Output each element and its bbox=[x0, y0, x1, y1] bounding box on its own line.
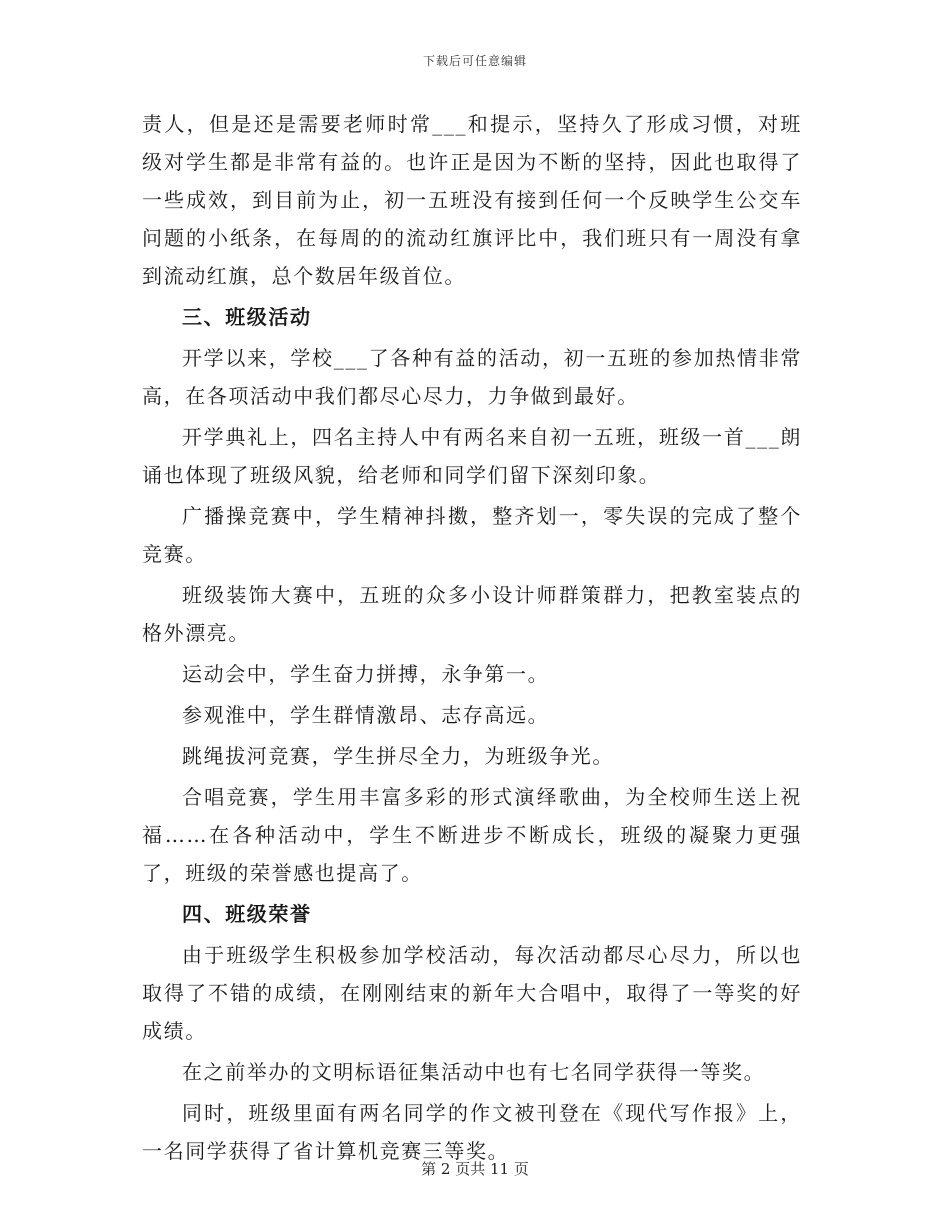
section-heading-class-honors: 四、班级荣誉 bbox=[182, 902, 312, 926]
document-body bbox=[142, 105, 802, 1173]
paragraph-opening-ceremony: 开学典礼上，四名主持人中有两名来自初一五班，班级一首___朗诵也体现了班级风貌，给老师和同学们留下深刻印象。 bbox=[142, 425, 802, 487]
paragraph-continuation: 责人，但是还是需要老师时常___和提示，坚持久了形成习惯，对班级对学生都是非常有益的。也许正是因为不断的坚持，因此也取得了一些成效，到目前为止，初一五班没有接到任何一个反映学生公交车问题的小纸条，在每周的的流动红旗评比中，我们班只有一周没有拿到流动红旗，总个数居年级首位。 bbox=[142, 112, 802, 288]
paragraph-writing-computer-award: 同时，班级里面有两名同学的作文被刊登在《现代写作报》上，一名同学获得了省计算机竞赛三等奖。 bbox=[142, 1101, 802, 1163]
paragraph-activities-intro: 开学以来，学校___了各种有益的活动，初一五班的参加热情非常高，在各项活动中我们都尽心尽力，力争做到最好。 bbox=[142, 346, 802, 408]
paragraph-visit: 参观淮中，学生群情激昂、志存高远。 bbox=[182, 703, 550, 727]
paragraph-class-decoration: 班级装饰大赛中，五班的众多小设计师群策群力，把教室装点的格外漂亮。 bbox=[142, 583, 802, 645]
paragraph-rope-tugofwar: 跳绳拔河竞赛，学生拼尽全力，为班级争光。 bbox=[182, 744, 614, 768]
paragraph-broadcast-exercise: 广播操竞赛中，学生精神抖擞，整齐划一，零失误的完成了整个竞赛。 bbox=[142, 504, 802, 566]
paragraph-slogan-award: 在之前举办的文明标语征集活动中也有七名同学获得一等奖。 bbox=[182, 1060, 766, 1084]
paragraph-honors-intro: 由于班级学生积极参加学校活动，每次活动都尽心尽力，所以也取得了不错的成绩，在刚刚结束的新年大合唱中，取得了一等奖的好成绩。 bbox=[142, 943, 802, 1043]
page-header: 下载后可任意编辑 bbox=[422, 54, 527, 68]
paragraph-sports-meet: 运动会中，学生奋力拼搏，永争第一。 bbox=[182, 662, 550, 686]
page-number: 第 2 页共 11 页 bbox=[421, 1160, 529, 1178]
paragraph-choir-contest: 合唱竞赛，学生用丰富多彩的形式演绎歌曲，为全校师生送上祝福……在各种活动中，学生不断进步不断成长，班级的凝聚力更强了，班级的荣誉感也提高了。 bbox=[142, 785, 802, 885]
section-heading-class-activities: 三、班级活动 bbox=[182, 305, 312, 329]
